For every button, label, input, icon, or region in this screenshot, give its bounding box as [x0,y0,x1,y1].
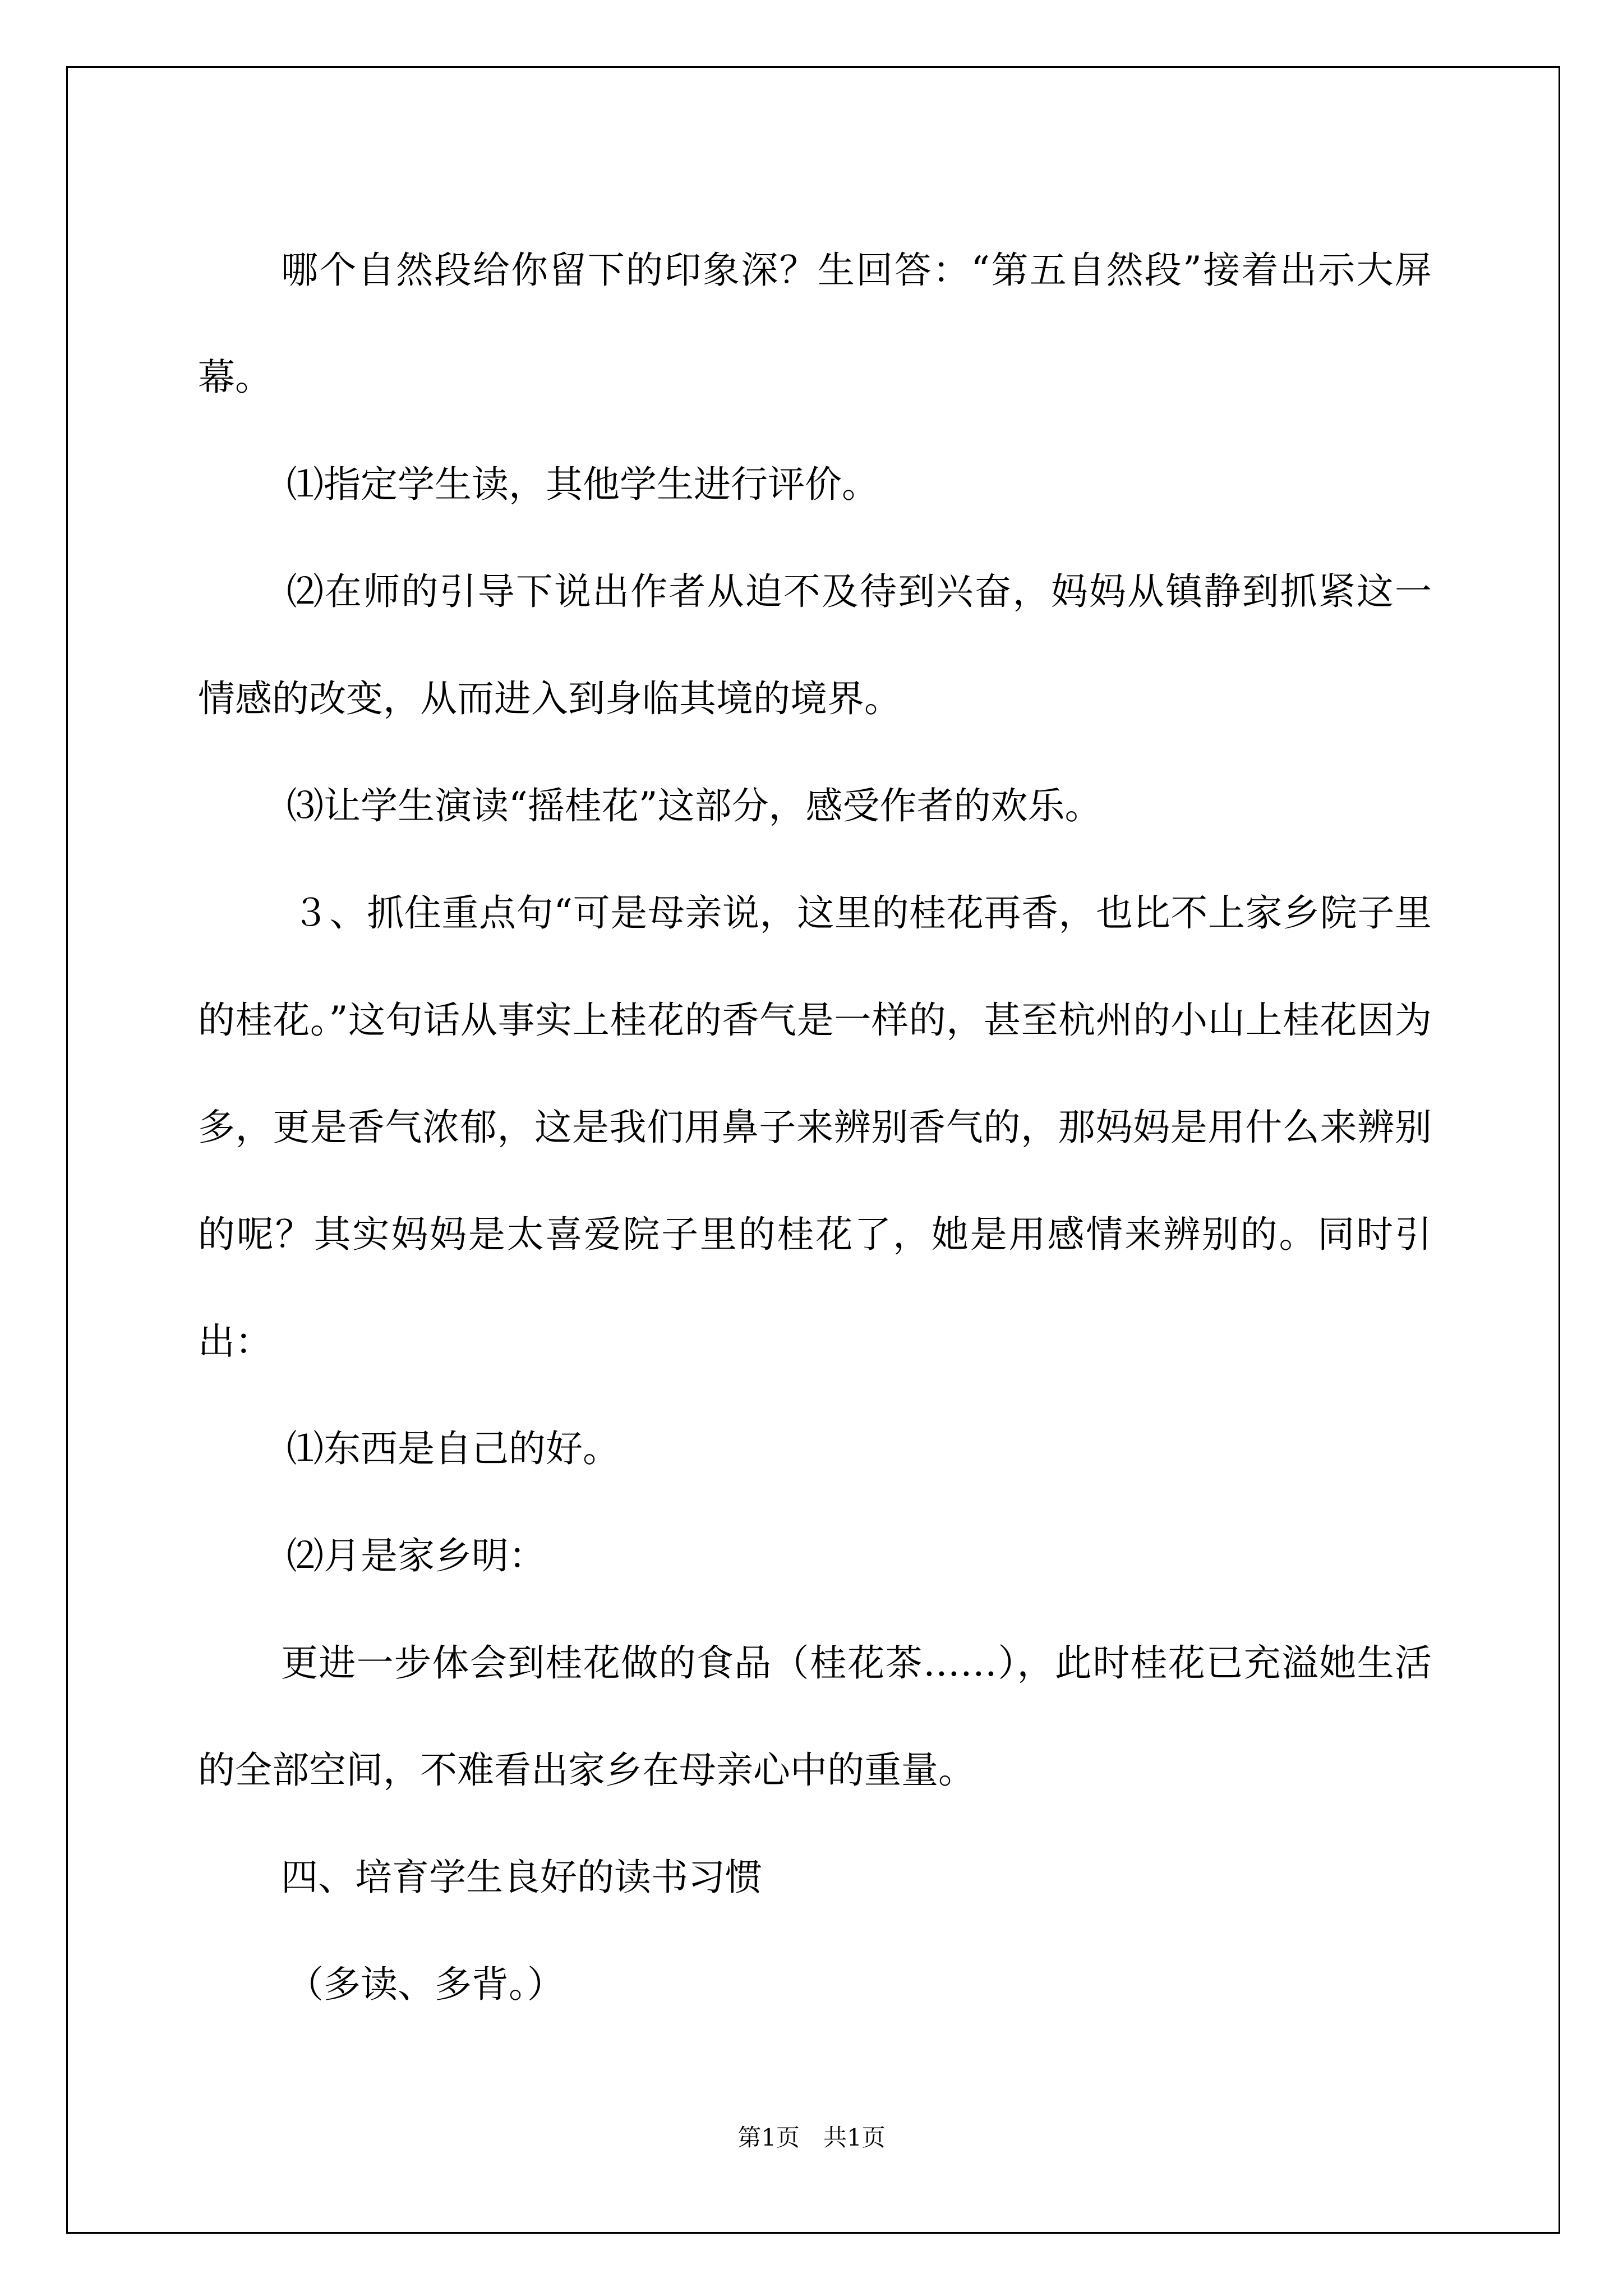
paragraph-2: ⑴指定学生读，其他学生进行评价。 [287,463,879,506]
paragraph-6: ⑴东西是自己的好。 [287,1427,620,1470]
paragraph-8: 更进一步体会到桂花做的食品（桂花茶……），此时桂花已充溢她生活的全部空间，不难看出家乡在母亲心中的重量。 [198,1641,1432,1792]
paragraph-4: ⑶让学生演读“摇桂花”这部分，感受作者的欢乐。 [287,784,1102,827]
paragraph-3: ⑵在师的引导下说出作者从迫不及待到兴奋，妈妈从镇静到抓紧这一情感的改变，从而进入到身临其境的境界。 [198,570,1432,720]
paragraph-10: （多读、多背。） [287,1963,564,2006]
paragraph-7: ⑵月是家乡明： [287,1534,546,1577]
document-body [198,217,1432,2038]
paragraph-9: 四、培育学生良好的读书习惯 [281,1856,762,1899]
paragraph-1: 哪个自然段给你留下的印象深？生回答：“第五自然段”接着出示大屏幕。 [198,249,1432,399]
page-footer: 第1页 共1页 [737,2124,886,2151]
paragraph-5: ３、抓住重点句“可是母亲说，这里的桂花再香，也比不上家乡院子里的桂花。”这句话从事实上桂花的香气是一样的，甚至杭州的小山上桂花因为多，更是香气浓郁，这是我们用鼻子来辨别香气的，那妈妈是用什么来辨别的呢？其实妈妈是太喜爱院子里的桂花了，她是用感情来辨别的。同时引出： [198,891,1432,1363]
